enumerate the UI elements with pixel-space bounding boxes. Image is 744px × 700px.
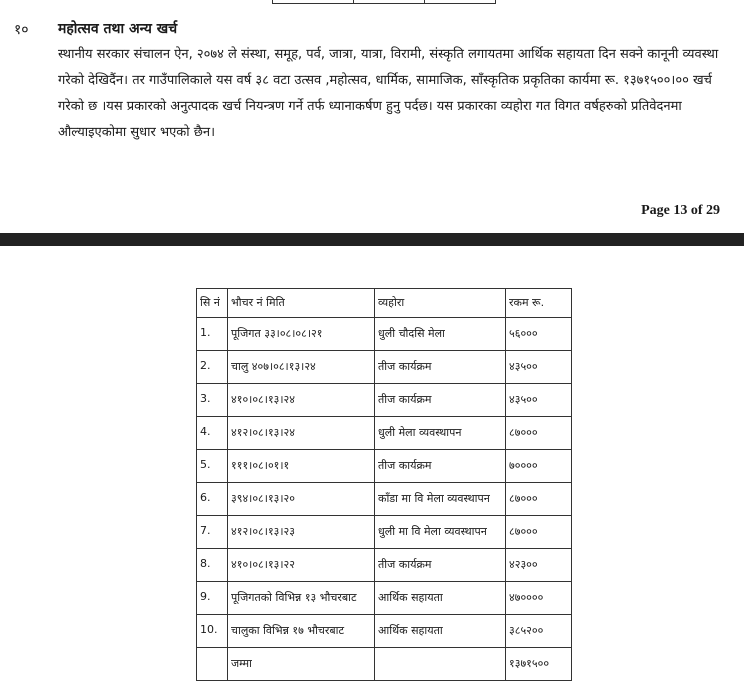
cell-amount: ८७००० — [506, 516, 572, 549]
cell-amount: ८७००० — [506, 417, 572, 450]
cell-amount: ३८५२०० — [506, 615, 572, 648]
table-row — [197, 450, 572, 483]
cell-voucher: चालुका विभिन्न १७ भौचरबाट — [228, 615, 375, 648]
cell-description: धुली मा वि मेला व्यवस्थापन — [375, 516, 506, 549]
cell-serial: 10. — [197, 615, 228, 648]
table-row — [197, 516, 572, 549]
cell-voucher: पूजिगतको विभिन्न १३ भौचरबाट — [228, 582, 375, 615]
table-row — [197, 384, 572, 417]
table-row — [197, 318, 572, 351]
cell-voucher: ३९४।०८।१३।२० — [228, 483, 375, 516]
cell-description: आर्थिक सहायता — [375, 615, 506, 648]
cell-voucher: ४१२।०८।१३।२४ — [228, 417, 375, 450]
cell-description: तीज कार्यक्रम — [375, 450, 506, 483]
cell-description: आर्थिक सहायता — [375, 582, 506, 615]
cell-description: तीज कार्यक्रम — [375, 384, 506, 417]
section-title: महोत्सव तथा अन्य खर्च — [58, 21, 178, 37]
cell-serial: 6. — [197, 483, 228, 516]
cell-amount: ४३५०० — [506, 384, 572, 417]
cell-description: तीज कार्यक्रम — [375, 549, 506, 582]
table-row — [197, 351, 572, 384]
header-voucher: भौचर नं मिति — [228, 289, 375, 318]
header-description: व्यहोरा — [375, 289, 506, 318]
page-number: Page 13 of 29 — [641, 203, 720, 218]
cell-voucher: ४१०।०८।१३।२२ — [228, 549, 375, 582]
cell-amount: ८७००० — [506, 483, 572, 516]
cell-voucher: चालु ४०७।०८।१३।२४ — [228, 351, 375, 384]
cell-voucher: ४१२।०८।१३।२३ — [228, 516, 375, 549]
cell-amount: ७०००० — [506, 450, 572, 483]
table-total-row — [197, 648, 572, 681]
cell-amount: ५६००० — [506, 318, 572, 351]
table-divider — [353, 0, 354, 4]
cell-serial: 7. — [197, 516, 228, 549]
cell-voucher: १११।०८।०१।१ — [228, 450, 375, 483]
cell-amount: ४३५०० — [506, 351, 572, 384]
section-paragraph: स्थानीय सरकार संचालन ऐन, २०७४ ले संस्था, समूह, पर्व, जात्रा, यात्रा, विरामी, संस्कृति लगायतमा आर्थिक सहायता दिन सक्ने कानूनी व्यवस्था गरेको देखिदैंन। तर गाउँपालिकाले यस वर्ष ३८ वटा उत्सव ,महोत्सव, धार्मिक, सामाजिक, साँस्कृतिक प्रकृतिका कार्यमा रू. १३७१५००।०० खर्च गरेको छ ।यस प्रकारको अनुत्पादक खर्च नियन्त्रण गर्ने तर्फ ध्यानाकर्षण हुनु पर्दछ। यस प्रकारका व्यहोरा गत विगत वर्षहरुको प्रतिवेदनमा औल्याइएकोमा सुधार भएको छैन। — [58, 47, 719, 140]
cell-serial: 3. — [197, 384, 228, 417]
previous-table-fragment — [272, 0, 496, 4]
header-serial: सि नं — [197, 289, 228, 318]
cell-serial: 8. — [197, 549, 228, 582]
cell-serial: 2. — [197, 351, 228, 384]
table-row — [197, 582, 572, 615]
cell-serial: 9. — [197, 582, 228, 615]
cell-voucher: ४१०।०८।१३।२४ — [228, 384, 375, 417]
cell-serial: 5. — [197, 450, 228, 483]
table-header-row — [197, 289, 572, 318]
table-row — [197, 549, 572, 582]
cell-amount: ४२३०० — [506, 549, 572, 582]
cell-description: तीज कार्यक्रम — [375, 351, 506, 384]
table-row — [197, 483, 572, 516]
table-row — [197, 615, 572, 648]
cell-serial: 4. — [197, 417, 228, 450]
table-divider — [424, 0, 425, 4]
total-label: जम्मा — [228, 648, 375, 681]
cell-voucher: पूजिगत ३३।०८।०८।२१ — [228, 318, 375, 351]
voucher-table — [196, 288, 572, 681]
cell-amount: ४७०००० — [506, 582, 572, 615]
cell-description: धुली चौदसि मेला — [375, 318, 506, 351]
header-amount: रकम रू. — [506, 289, 572, 318]
cell-description: काँडा मा वि मेला व्यवस्थापन — [375, 483, 506, 516]
cell-serial: 1. — [197, 318, 228, 351]
section-number: १० — [14, 22, 29, 38]
page-break-bar — [0, 233, 744, 246]
total-amount: १३७१५०० — [506, 648, 572, 681]
cell-serial — [197, 648, 228, 681]
cell-description — [375, 648, 506, 681]
table-row — [197, 417, 572, 450]
cell-description: धुली मेला व्यवस्थापन — [375, 417, 506, 450]
